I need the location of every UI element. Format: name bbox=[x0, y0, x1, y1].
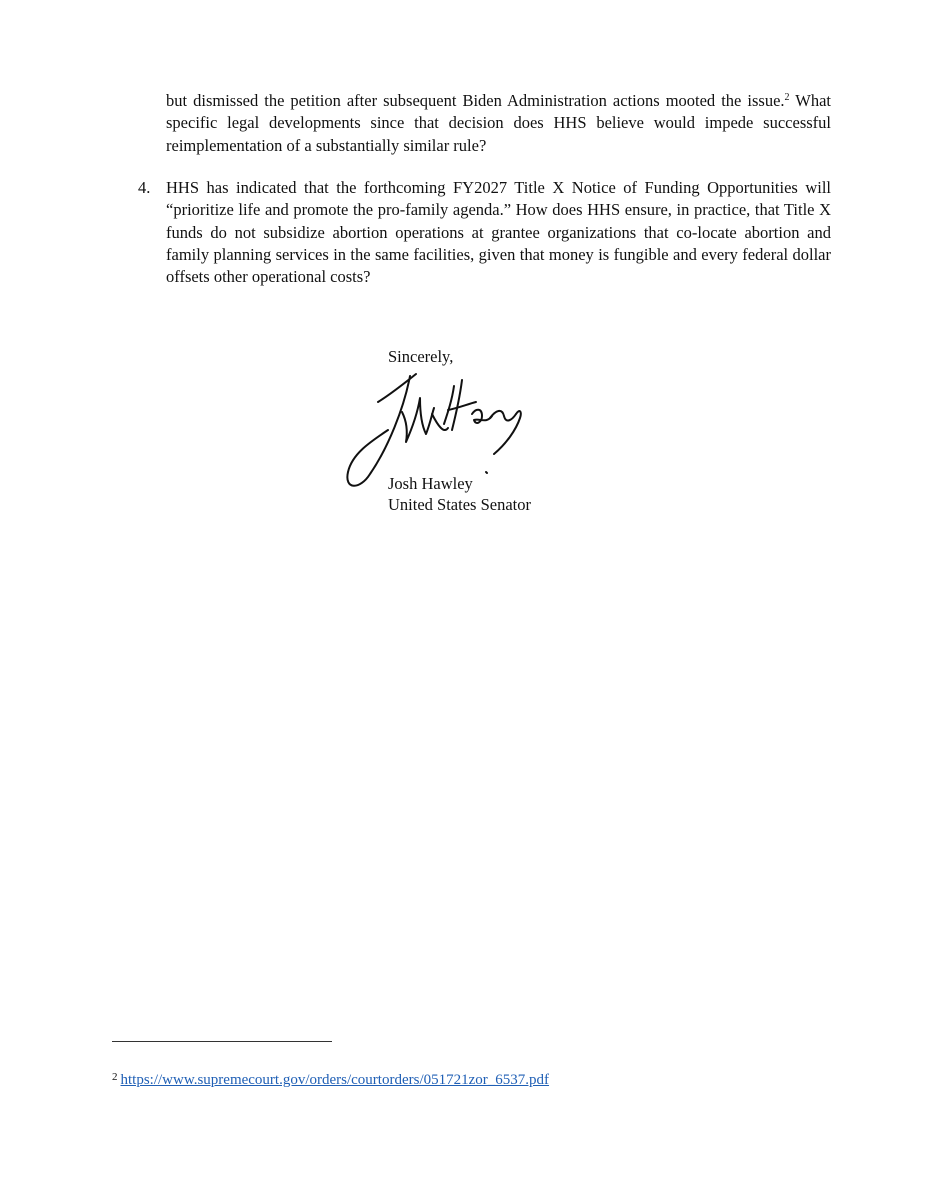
paragraph-continuation bbox=[166, 90, 831, 157]
signatory-name: Josh Hawley bbox=[388, 474, 473, 493]
signatory-title: United States Senator bbox=[388, 495, 531, 514]
footnote-2 bbox=[112, 1070, 549, 1090]
closing-salutation: Sincerely, bbox=[388, 347, 454, 366]
footnote-marker: 2 bbox=[112, 1071, 118, 1083]
paragraph-text-after-footnote: What specific legal developments since that decision does HHS believe would impede successful reimplementation of a substantially similar rule? bbox=[166, 91, 831, 155]
list-item-number: 4. bbox=[138, 178, 151, 197]
list-item-question-4: HHS has indicated that the forthcoming FY2027 Title X Notice of Funding Opportunities will “prioritize life and promote the pro-family agenda.” How does HHS ensure, in practice, that Title X funds do not subsidize abortion operations at grantee organizations that co-locate abortion and family planning services in the same facilities, given that money is fungible and every federal dollar offsets other operational costs? bbox=[166, 178, 831, 287]
paragraph-text-before-footnote: but dismissed the petition after subsequent Biden Administration actions mooted the issue. bbox=[166, 91, 785, 110]
footnote-reference[interactable]: 2 bbox=[784, 92, 790, 103]
footnote-link[interactable]: https://www.supremecourt.gov/orders/courtorders/051721zor_6537.pdf bbox=[120, 1072, 550, 1088]
footnote-divider bbox=[112, 1041, 332, 1042]
